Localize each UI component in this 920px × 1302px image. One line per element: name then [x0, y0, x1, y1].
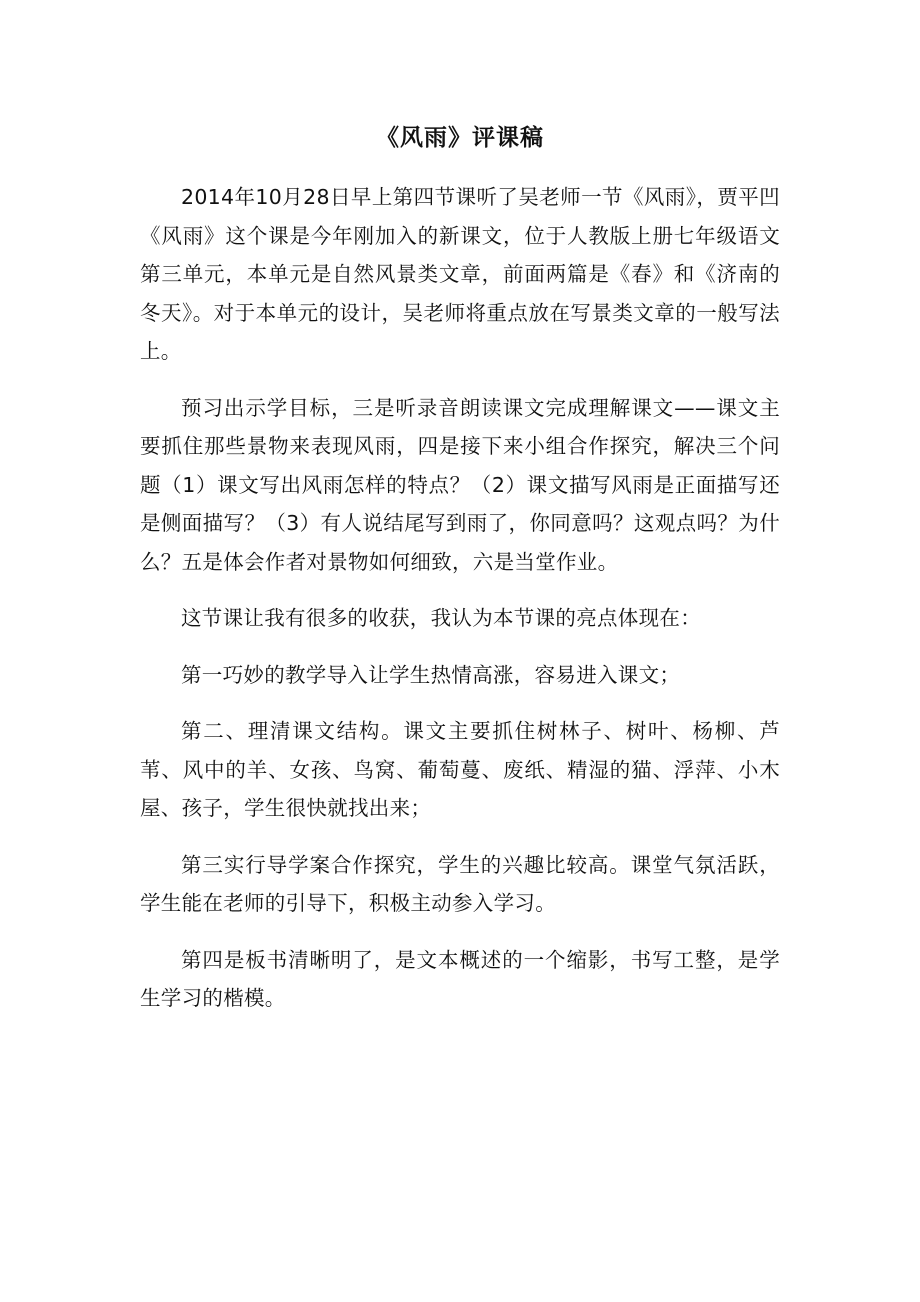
- document-title: 《风雨》评课稿: [376, 125, 544, 151]
- paragraph-highlights-intro: 这节课让我有很多的收获，我认为本节课的亮点体现在：: [181, 606, 701, 630]
- document-body: [140, 178, 780, 1018]
- paragraph-lesson-intro: 2014年10月28日早上第四节课听了吴老师一节《风雨》，贾平凹《风雨》这个课是今年刚加入的新课文，位于人教版上册七年级语文第三单元，本单元是自然风景类文章，前面两篇是《春》和《济南的冬天》。对于本单元的设计，吴老师将重点放在写景类文章的一般写法上。: [140, 185, 780, 363]
- paragraph-highlight-3: 第三实行导学案合作探究，学生的兴趣比较高。课堂气氛活跃，学生能在老师的引导下，积极主动参入学习。: [140, 852, 780, 915]
- paragraph-lesson-steps: 预习出示学目标，三是听录音朗读课文完成理解课文——课文主要抓住那些景物来表现风雨，四是接下来小组合作探究，解决三个问题（1）课文写出风雨怎样的特点？（2）课文描写风雨是正面描写还是侧面描写？（3）有人说结尾写到雨了，你同意吗？这观点吗？为什么？五是体会作者对景物如何细致，六是当堂作业。: [140, 395, 780, 574]
- paragraph-highlight-2: 第二、理清课文结构。课文主要抓住树林子、树叶、杨柳、芦苇、风中的羊、女孩、鸟窝、葡萄蔓、废纸、精湿的猫、浮萍、小木屋、孩子，学生很快就找出来；: [140, 719, 780, 820]
- paragraph-highlight-4: 第四是板书清晰明了，是文本概述的一个缩影，书写工整，是学生学习的楷模。: [140, 947, 780, 1010]
- paragraph-highlight-1: 第一巧妙的教学导入让学生热情高涨，容易进入课文；: [181, 662, 681, 687]
